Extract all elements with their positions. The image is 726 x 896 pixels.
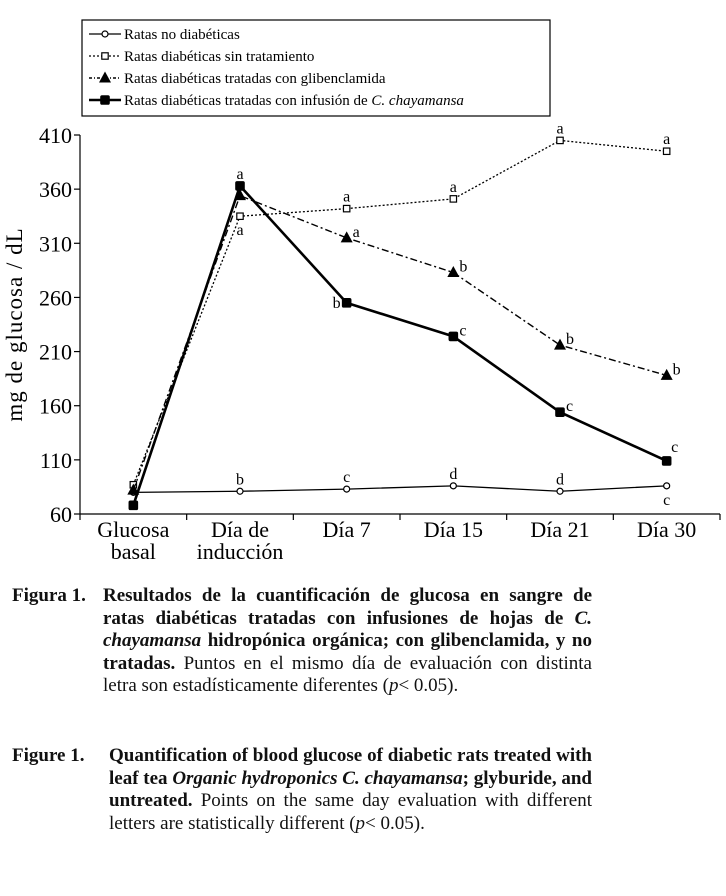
y-axis-label: mg de glucosa / dL	[2, 227, 27, 422]
significance-letter: b	[332, 294, 341, 312]
significance-letter: c	[343, 469, 351, 487]
series-1	[130, 483, 669, 495]
significance-letter: b	[566, 331, 574, 349]
caption-english-p: p	[355, 812, 366, 834]
caption-english-normal: Points on the same day evaluation with different letters are statistically different (	[109, 790, 592, 834]
legend-entry-4	[89, 93, 464, 109]
caption-spanish-species: C. chayamansa	[103, 607, 592, 651]
x-tick-label: Día 30	[637, 517, 697, 542]
significance-letter: b	[236, 471, 244, 489]
significance-letter: a	[236, 165, 244, 183]
significance-letter: a	[556, 120, 564, 138]
significance-letter: a	[236, 222, 244, 240]
significance-letter: a	[663, 131, 671, 149]
x-tick-label: Día 15	[423, 517, 483, 542]
data-point	[450, 196, 456, 202]
caption-english-bold: Quantification of blood glucose of diabetic rats treated with leaf tea	[109, 745, 592, 789]
y-tick-label: 410	[39, 123, 72, 148]
legend-label: Ratas diabéticas tratadas con glibenclamida	[124, 71, 386, 87]
y-tick-label: 310	[39, 231, 72, 257]
legend-label: Ratas diabéticas tratadas con infusión de C. chayamansa	[124, 93, 464, 109]
caption-spanish-bold-after: hidropónica orgánica; con glibenclamida, y no tratadas.	[103, 630, 592, 674]
significance-letter: b	[459, 258, 468, 276]
legend-entry-3	[89, 71, 386, 87]
legend-marker	[100, 95, 110, 105]
caption-english-bold-after: ; glyburide, and untreated.	[109, 767, 592, 811]
caption-english	[12, 745, 592, 885]
y-tick-label: 110	[39, 447, 72, 473]
x-tick-label: Glucosa	[97, 517, 170, 542]
data-point	[450, 483, 456, 489]
x-tick-label-line2: inducción	[196, 539, 284, 564]
y-tick-label: 210	[39, 339, 72, 365]
significance-letter: c	[566, 398, 574, 416]
caption-spanish-end: < 0.05).	[398, 675, 459, 696]
data-point	[129, 501, 139, 511]
significance-letter: a	[343, 188, 351, 206]
legend-marker	[102, 31, 108, 37]
series-line	[133, 186, 666, 505]
x-tick-label: Día 21	[530, 517, 590, 542]
series-line	[133, 196, 666, 491]
series-2	[130, 137, 670, 488]
caption-spanish-p: p	[388, 675, 399, 696]
significance-letter: c	[671, 438, 679, 456]
chart-legend	[82, 20, 550, 116]
chart-axes	[2, 123, 720, 564]
data-point	[344, 486, 350, 492]
caption-spanish	[12, 585, 592, 745]
data-point	[554, 339, 566, 350]
data-point	[557, 137, 563, 143]
data-point	[663, 148, 669, 154]
caption-english-text	[109, 745, 592, 835]
series-line	[133, 486, 666, 492]
significance-letter: b	[672, 361, 681, 379]
caption-spanish-normal: Puntos en el mismo día de evaluación con distinta letra son estadísticamente diferentes (	[103, 652, 592, 696]
significance-letter: c	[459, 322, 467, 340]
caption-english-label: Figure 1.	[12, 745, 85, 766]
caption-english-end: < 0.05).	[365, 812, 425, 834]
series-4	[129, 178, 672, 510]
y-tick-label: 260	[39, 285, 72, 311]
x-tick-label: Día 7	[322, 517, 371, 542]
chart-series	[127, 137, 672, 510]
significance-letter: c	[663, 491, 671, 509]
legend-label: Ratas diabéticas sin tratamiento	[124, 49, 315, 65]
series-3	[127, 189, 672, 495]
y-tick-label: 60	[50, 502, 72, 527]
data-point	[557, 488, 563, 494]
caption-spanish-label: Figura 1.	[12, 585, 86, 606]
x-tick-label-line2: basal	[110, 539, 156, 564]
significance-letter: a	[352, 223, 360, 241]
caption-spanish-text	[103, 585, 592, 698]
legend-marker	[102, 53, 108, 59]
data-point	[342, 298, 352, 308]
caption-spanish-bold: Resultados de la cuantificación de glucosa en sangre de ratas diabéticas tratadas con infusiones de hojas de	[103, 585, 592, 629]
significance-letters	[236, 120, 681, 508]
data-point	[343, 205, 349, 211]
significance-letter: d	[449, 465, 458, 483]
significance-letter: d	[556, 471, 564, 489]
data-point	[237, 213, 243, 219]
x-tick-label: Día de	[210, 517, 270, 542]
data-point	[449, 332, 459, 342]
data-point	[555, 407, 565, 417]
caption-english-species: Organic hydroponics C. chayamansa	[172, 767, 463, 789]
data-point	[237, 488, 243, 494]
y-tick-label: 360	[39, 177, 72, 203]
legend-label: Ratas no diabéticas	[124, 27, 240, 43]
series-line	[133, 140, 666, 487]
data-point	[662, 456, 672, 466]
y-tick-label: 160	[39, 393, 72, 419]
significance-letter: a	[449, 178, 457, 196]
data-point	[664, 483, 670, 489]
